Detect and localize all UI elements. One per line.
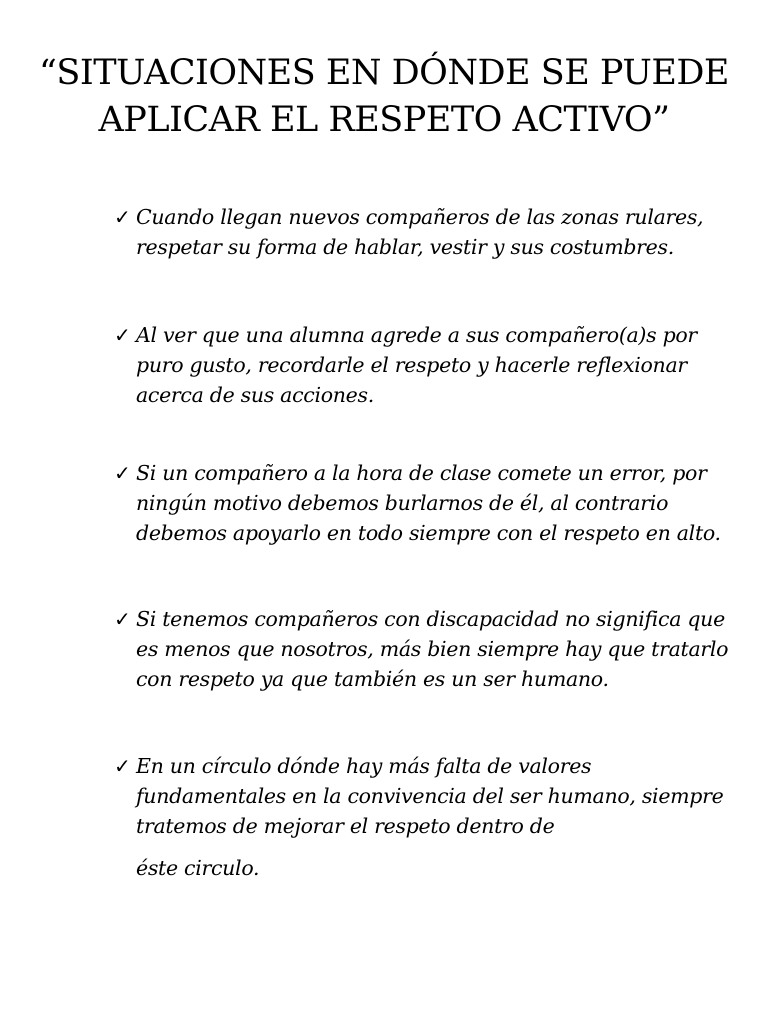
list-item-text: Si un compañero a la hora de clase comete un error, por ningún motivo debemos burlarnos de él, al contrario debemos apoyarlo en todo siempre con el respeto en alto.: [136, 461, 721, 545]
list-item-text: Si tenemos compañeros con discapacidad no significa que es menos que nosotros, más bien siempre hay que tratarlo con respeto ya que también es un ser humano.: [136, 607, 729, 691]
list-item: [114, 320, 734, 410]
list-item: [114, 604, 734, 694]
title-line-1: “SITUACIONES EN DÓNDE SE PUEDE: [39, 53, 729, 93]
check-mark-icon: ✓: [114, 607, 131, 631]
list-item-text: Cuando llegan nuevos compañeros de las zonas rulares, respetar su forma de hablar, vestir y sus costumbres.: [136, 205, 704, 259]
list-item: [114, 751, 734, 883]
list-item-text: Al ver que una alumna agrede a sus compañero(a)s por puro gusto, recordarle el respeto y hacerle reflexionar acerca de sus acciones.: [136, 323, 697, 407]
check-mark-icon: ✓: [114, 323, 131, 347]
title-line-2: APLICAR EL RESPETO ACTIVO”: [98, 100, 670, 140]
list-item: [114, 202, 734, 262]
check-mark-icon: ✓: [114, 461, 131, 485]
check-mark-icon: ✓: [114, 754, 131, 778]
list-item-text-continuation: éste circulo.: [136, 856, 260, 880]
check-mark-icon: ✓: [114, 205, 131, 229]
list-item-text: En un círculo dónde hay más falta de valores fundamentales en la convivencia del ser humano, siempre tratemos de mejorar el respeto dentro de: [136, 754, 724, 838]
list-item: [114, 458, 734, 548]
